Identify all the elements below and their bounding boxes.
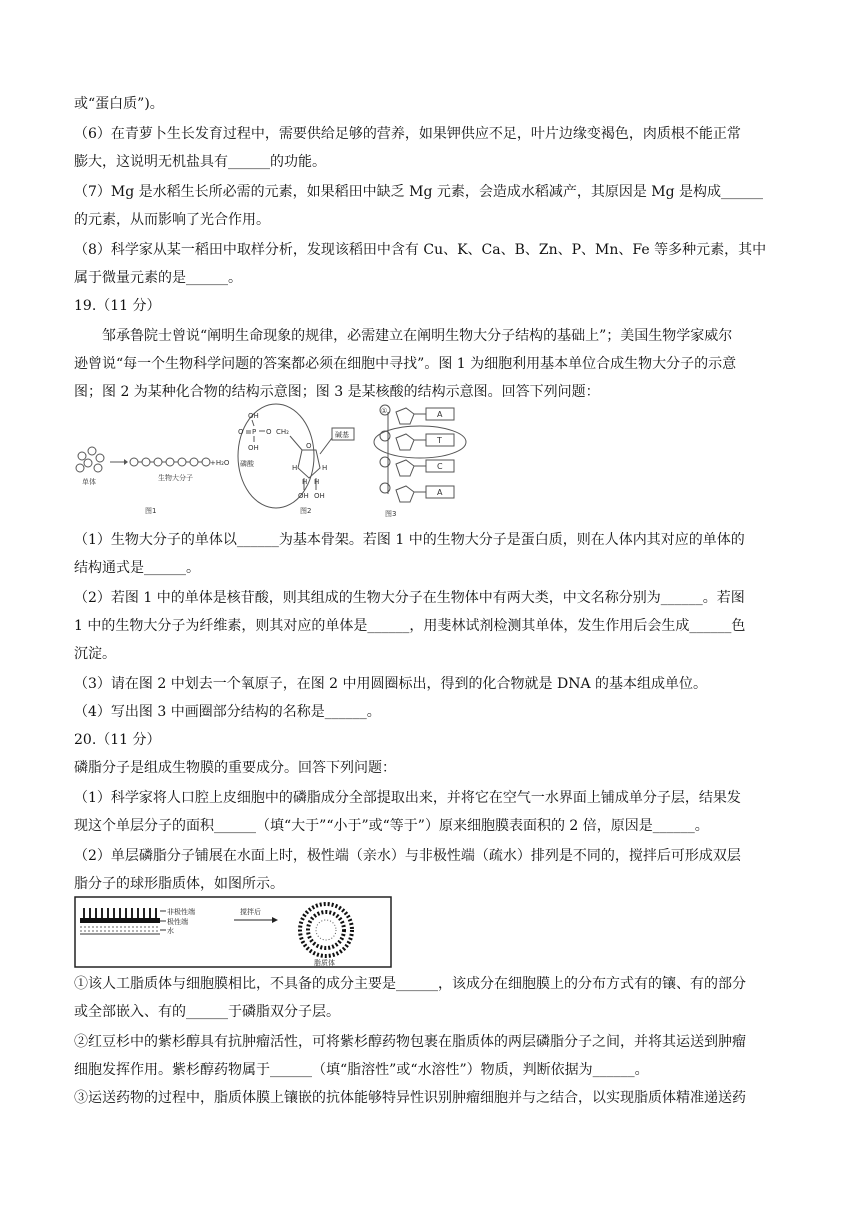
figure-3 xyxy=(374,405,466,518)
text-line: 1 中的生物大分子为纤维素，则其对应的单体是______，用斐林试剂检测其单体，发生作用后会生成______色 xyxy=(74,618,746,634)
figure-1-caption: 图1 xyxy=(145,507,157,515)
stir-arrow xyxy=(234,907,278,923)
phosphate-mark: ① xyxy=(381,407,388,415)
question-20-2-b: ②红豆杉中的紫杉醇具有抗肿瘤活性，可将紫杉醇药物包裹在脂质体的两层磷脂分子之间，并将其运送到肿瘤 xyxy=(74,1034,746,1050)
ring-oxygen-label: O xyxy=(306,442,312,450)
text-line: 膨大，这说明无机盐具有______的功能。 xyxy=(74,154,326,170)
question-20-2-c: ③运送药物的过程中，脂质体膜上镶嵌的抗体能够特异性识别肿瘤细胞并与之结合，以实现脂质体精准递送药 xyxy=(74,1090,746,1106)
question-18-7: （7）Mg 是水稻生长所必需的元素，如果稻田中缺乏 Mg 元素，会造成水稻减产，其原因是 Mg 是构成______ xyxy=(74,184,764,200)
oh-left-label: OH xyxy=(248,444,259,452)
water-label: 水 xyxy=(167,927,174,935)
phosphorus-label: P xyxy=(252,428,257,436)
liposome-figure xyxy=(74,896,392,968)
liposome-diagram xyxy=(300,904,352,967)
phosphate-label: 磷酸 xyxy=(240,460,254,468)
figure-3-caption: 图3 xyxy=(385,510,397,518)
question-20-2: （2）单层磷脂分子铺展在水面上时，极性端（亲水）与非极性端（疏水）排列是不同的，搅拌后可形成双层 xyxy=(74,848,741,864)
oh-top-label: OH xyxy=(248,412,259,420)
question-20-2-a: ①该人工脂质体与细胞膜相比，不具备的成分主要是______，该成分在细胞膜上的分布方式有的镶、有的部分 xyxy=(74,976,746,992)
o-link-label: O xyxy=(266,428,272,436)
text-line: 或全部嵌入、有的______于磷脂双分子层。 xyxy=(74,1004,340,1020)
base-c: C xyxy=(437,462,443,471)
question-20-heading: 20.（11 分） xyxy=(74,732,161,748)
question-19-3: （3）请在图 2 中划去一个氧原子，在图 2 中用圆圈标出，得到的化合物就是 DNA 的基本组成单位。 xyxy=(74,676,708,692)
question-19-1: （1）生物大分子的单体以______为基本骨架。若图 1 中的生物大分子是蛋白质，则在人体内其对应的单体的 xyxy=(74,532,745,548)
o-double-label: O xyxy=(238,428,244,436)
text-line: 细胞发挥作用。紫杉醇药物属于______（填“脂溶性”或“水溶性”）物质，判断依据为______。 xyxy=(74,1062,649,1078)
monomer-label: 单体 xyxy=(82,478,96,486)
base-t: T xyxy=(437,436,442,445)
text-line: 现这个单层分子的面积______（填“大于”“小于”或“等于”）原来细胞膜表面积的 2 倍，原因是______。 xyxy=(74,818,709,834)
liposome-label: 脂质体 xyxy=(314,959,335,967)
base-a: A xyxy=(437,410,443,419)
question-19-2: （2）若图 1 中的单体是核苷酸，则其组成的生物大分子在生物体中有两大类，中文名称分别为______。若图 xyxy=(74,590,745,606)
text-line: 脂分子的球形脂质体，如图所示。 xyxy=(74,876,284,892)
text-line: 邹承鲁院士曾说“阐明生命现象的规律，必需建立在阐明生物大分子结构的基础上”；美国生物学家威尔 xyxy=(102,328,733,344)
water-label: +H₂O xyxy=(210,459,230,467)
h-label: H xyxy=(292,464,298,472)
text-line: 或“蛋白质”)。 xyxy=(74,96,164,112)
base-label: 碱基 xyxy=(335,431,349,439)
nonpolar-label: 非极性端 xyxy=(167,908,195,916)
text-line: 逊曾说“每一个生物科学问题的答案都必须在细胞中寻找”。图 1 为细胞利用基本单位合成生物大分子的示意 xyxy=(74,356,737,372)
question-19-heading: 19.（11 分） xyxy=(74,298,161,314)
figure-2 xyxy=(238,404,354,515)
text-line: 的元素，从而影响了光合作用。 xyxy=(74,212,270,228)
stir-label: 搅拌后 xyxy=(240,908,261,916)
ch2-label: CH₂ xyxy=(276,428,289,436)
monolayer-diagram xyxy=(80,907,195,935)
text-line: 图；图 2 为某种化合物的结构示意图；图 3 是某核酸的结构示意图。回答下列问题： xyxy=(74,384,600,400)
oh-bottom-label: OH xyxy=(314,492,325,500)
polar-label: 极性端 xyxy=(167,918,188,926)
text-line: 沉淀。 xyxy=(74,646,116,662)
question-18-8: （8）科学家从某一稻田中取样分析，发现该稻田中含有 Cu、K、Ca、B、Zn、P、Mn、Fe 等多种元素，其中 xyxy=(74,242,767,258)
figure-2-caption: 图2 xyxy=(300,507,312,515)
text-line: 属于微量元素的是______。 xyxy=(74,270,242,286)
text-line: 磷脂分子是组成生物膜的重要成分。回答下列问题： xyxy=(74,760,396,776)
polymer-label: 生物大分子 xyxy=(158,474,193,482)
h-label: H xyxy=(314,478,320,486)
question-19-4: （4）写出图 3 中画圈部分结构的名称是______。 xyxy=(74,704,381,720)
h-label: H xyxy=(302,478,308,486)
text-line: 结构通式是______。 xyxy=(74,560,200,576)
base-a: A xyxy=(437,488,443,497)
figure-1 xyxy=(76,447,230,515)
h-label: H xyxy=(322,464,328,472)
figures-1-3 xyxy=(70,398,490,520)
question-18-6: （6）在青萝卜生长发育过程中，需要供给足够的营养，如果钾供应不足，叶片边缘变褐色，肉质根不能正常 xyxy=(74,126,741,142)
oh-bottom-label: OH xyxy=(298,492,309,500)
question-20-1: （1）科学家将人口腔上皮细胞中的磷脂成分全部提取出来，并将它在空气一水界面上铺成单分子层，结果发 xyxy=(74,790,741,806)
